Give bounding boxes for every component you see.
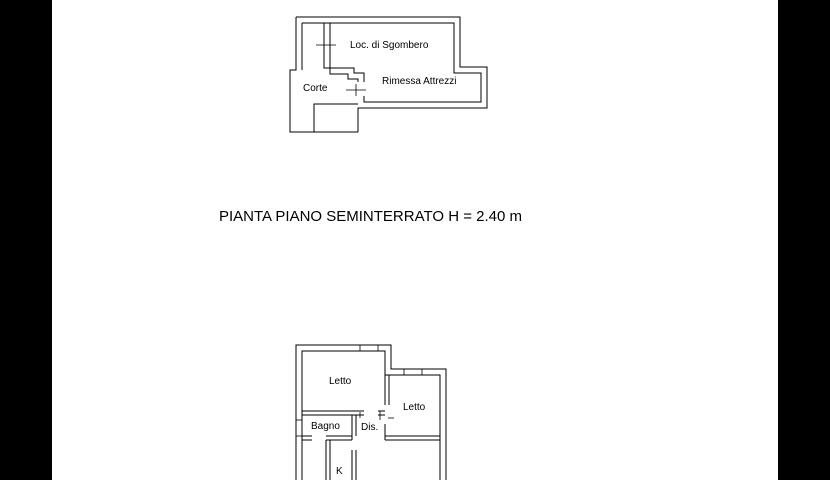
window-bedroom-2 xyxy=(404,369,422,375)
plan-title: PIANTA PIANO SEMINTERRATO H = 2.40 m xyxy=(219,208,522,225)
room-label-tool-shed: Rimessa Attrezzi xyxy=(382,76,457,87)
bedroom-2-wall xyxy=(385,375,389,405)
bedroom-2-bottom-wall xyxy=(385,424,440,440)
top-plan-inner-wall xyxy=(302,23,481,102)
window-bathroom xyxy=(296,420,302,436)
bottom-floor-plan xyxy=(296,345,446,480)
courtyard-box xyxy=(314,104,358,132)
room-label-hallway: Dis. xyxy=(361,422,379,433)
top-floor-plan xyxy=(290,17,487,132)
room-label-bedroom-1: Letto xyxy=(329,376,352,387)
room-label-courtyard: Corte xyxy=(303,83,328,94)
room-label-storage: Loc. di Sgombero xyxy=(350,40,429,51)
window-bedroom-1 xyxy=(360,345,378,351)
top-plan-outer-wall xyxy=(296,17,487,132)
bedroom-1-wall xyxy=(302,411,385,415)
room-label-bedroom-2: Letto xyxy=(403,402,426,413)
room-label-kitchen: K xyxy=(336,466,343,477)
room-label-bathroom: Bagno xyxy=(311,421,340,432)
